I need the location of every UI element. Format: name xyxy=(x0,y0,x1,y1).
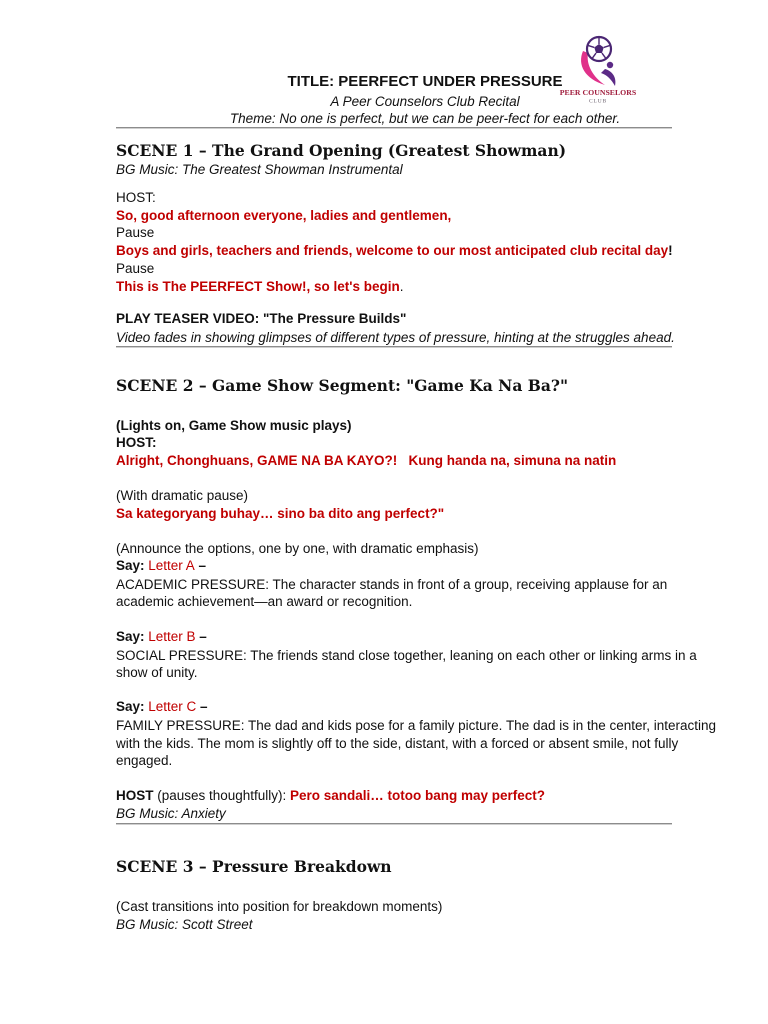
host-label: HOST: xyxy=(116,435,157,450)
section-divider xyxy=(116,127,672,129)
option-letter: Letter B xyxy=(148,629,196,644)
option-a-prompt xyxy=(116,557,206,575)
host-dialogue-line xyxy=(116,278,404,296)
section-divider xyxy=(116,823,672,825)
document-subtitle: A Peer Counselors Club Recital xyxy=(330,94,520,109)
stage-direction: (Lights on, Game Show music plays) xyxy=(116,418,352,433)
option-a-description: ACADEMIC PRESSURE: The character stands in front of a group, receiving applause for an xyxy=(116,577,668,592)
option-dash: – xyxy=(199,629,207,644)
host-dialogue-line: Alright, Chonghuans, GAME NA BA KAYO?! Kung handa na, simuna na natin xyxy=(116,453,617,468)
option-c-description: FAMILY PRESSURE: The dad and kids pose for a family picture. The dad is in the center, interacting xyxy=(116,718,717,733)
option-c-prompt xyxy=(116,698,207,716)
option-dash: – xyxy=(198,558,206,573)
scene-2-heading: SCENE 2 – Game Show Segment: "Game Ka Na Ba?" xyxy=(116,376,569,395)
option-b-description: show of unity. xyxy=(116,665,198,680)
host-reaction-line xyxy=(116,787,545,805)
dialogue-punctuation: ! xyxy=(668,243,673,258)
option-b-prompt xyxy=(116,628,207,646)
scene-3-heading: SCENE 3 – Pressure Breakdown xyxy=(116,857,392,876)
stage-direction: Pause xyxy=(116,225,155,240)
say-label: Say: xyxy=(116,558,145,573)
section-divider xyxy=(116,346,672,348)
logo-text-line-2: CLUB xyxy=(588,98,608,105)
option-dash: – xyxy=(199,699,208,714)
dialogue-text: Pero sandali… totoo bang may perfect? xyxy=(289,788,546,803)
host-dialogue-line: Sa kategoryang buhay… sino ba dito ang perfect?" xyxy=(116,506,445,521)
host-label: HOST xyxy=(116,788,154,803)
stage-direction: (pauses thoughtfully): xyxy=(157,788,287,803)
option-c-description: engaged. xyxy=(116,753,173,768)
host-dialogue-line: So, good afternoon everyone, ladies and gentlemen, xyxy=(116,208,452,223)
scene-1-heading: SCENE 1 – The Grand Opening (Greatest Showman) xyxy=(116,141,567,160)
dialogue-punctuation: . xyxy=(399,279,404,294)
stage-direction: (Announce the options, one by one, with dramatic emphasis) xyxy=(116,541,479,556)
scene-2-bg-music: BG Music: Anxiety xyxy=(116,806,226,821)
logo-text-line-1: PEER COUNSELORS xyxy=(559,88,637,97)
document-title: TITLE: PEERFECT UNDER PRESSURE xyxy=(287,73,563,90)
stage-direction: (Cast transitions into position for breakdown moments) xyxy=(116,899,443,914)
stage-direction: Pause xyxy=(116,261,155,276)
option-a-description: academic achievement—an award or recognition. xyxy=(116,594,413,609)
emblem-figure-head xyxy=(607,62,613,68)
say-label: Say: xyxy=(116,699,145,714)
say-label: Say: xyxy=(116,629,145,644)
teaser-video-note: Video fades in showing glimpses of different types of pressure, hinting at the struggles ahead. xyxy=(116,330,675,345)
scene-3-bg-music: BG Music: Scott Street xyxy=(116,917,253,932)
document-theme: Theme: No one is perfect, but we can be peer-fect for each other. xyxy=(229,111,621,126)
host-label: HOST: xyxy=(116,190,156,205)
dialogue-text: Boys and girls, teachers and friends, welcome to our most anticipated club recital day xyxy=(116,243,669,258)
option-c-description: with the kids. The mom is slightly off to the side, distant, with a forced or absent smile, not fully xyxy=(116,736,679,751)
teaser-video-cue: PLAY TEASER VIDEO: "The Pressure Builds" xyxy=(116,311,407,326)
host-dialogue-line xyxy=(116,242,673,260)
option-letter: Letter A xyxy=(148,558,195,573)
stage-direction: (With dramatic pause) xyxy=(116,488,249,503)
option-letter: Letter C xyxy=(148,699,197,714)
option-b-description: SOCIAL PRESSURE: The friends stand close together, leaning on each other or linking arms in a xyxy=(116,648,697,663)
dialogue-text: This is The PEERFECT Show!, so let's begin xyxy=(116,279,400,294)
scene-1-bg-music: BG Music: The Greatest Showman Instrumental xyxy=(116,162,403,177)
